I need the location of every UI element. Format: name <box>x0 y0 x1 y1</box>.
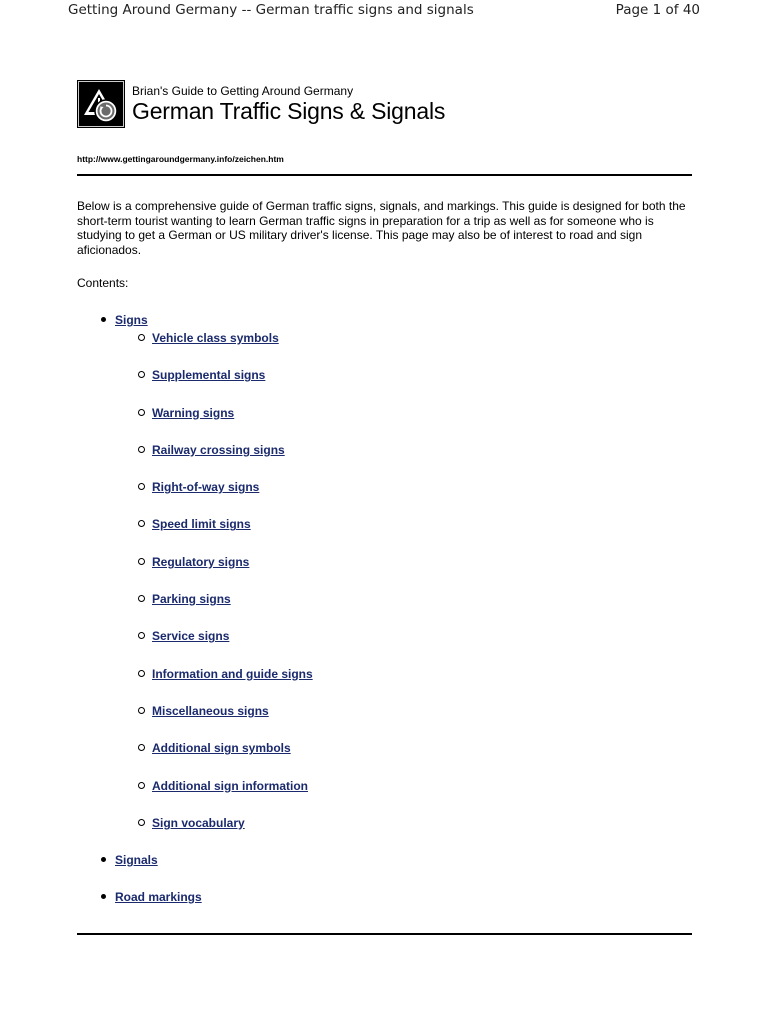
toc-link-parking-signs[interactable]: Parking signs <box>152 592 231 607</box>
list-item <box>115 592 313 629</box>
bullet-disc-icon <box>101 317 106 322</box>
bullet-disc-icon <box>101 894 106 899</box>
bullet-circle-icon <box>138 371 145 378</box>
bullet-circle-icon <box>138 409 145 416</box>
bullet-circle-icon <box>138 744 145 751</box>
table-of-contents <box>77 313 313 904</box>
bullet-circle-icon <box>138 483 145 490</box>
bullet-circle-icon <box>138 558 145 565</box>
toc-item-signs <box>77 313 313 850</box>
bullet-circle-icon <box>138 782 145 789</box>
bullet-circle-icon <box>138 520 145 527</box>
page-indicator: Page 1 of 40 <box>615 2 700 18</box>
list-item <box>115 406 313 443</box>
site-branding <box>77 80 692 130</box>
list-item <box>115 443 313 480</box>
toc-link-information-and-guide-signs[interactable]: Information and guide signs <box>152 666 313 681</box>
intro-paragraph: Below is a comprehensive guide of German traffic signs, signals, and markings. This guide is designed for both the short-term tourist wanting to learn German traffic signs in preparation for a trip as well as for someone who is studying to get a German or US military driver's license. This page may also be of interest to road and sign aficionados. <box>77 199 686 258</box>
toc-link-right-of-way-signs[interactable]: Right-of-way signs <box>152 480 260 495</box>
toc-link-sign-vocabulary[interactable]: Sign vocabulary <box>152 815 245 830</box>
signs-sublist <box>115 331 313 850</box>
list-item <box>115 480 313 517</box>
list-item <box>115 555 313 592</box>
bullet-circle-icon <box>138 707 145 714</box>
list-item <box>115 331 313 368</box>
bullet-circle-icon <box>138 446 145 453</box>
print-header <box>0 0 768 24</box>
bullet-circle-icon <box>138 670 145 677</box>
toc-link-speed-limit-signs[interactable]: Speed limit signs <box>152 517 251 532</box>
toc-item-signals <box>77 853 313 867</box>
footer-divider <box>77 933 692 935</box>
document-body <box>77 80 692 904</box>
list-item <box>115 368 313 405</box>
toc-link-miscellaneous-signs[interactable]: Miscellaneous signs <box>152 703 269 718</box>
contents-label: Contents: <box>77 276 129 290</box>
toc-link-railway-crossing-signs[interactable]: Railway crossing signs <box>152 442 285 457</box>
page-title: German Traffic Signs & Signals <box>132 98 446 124</box>
header-divider <box>77 174 692 176</box>
toc-link-vehicle-class-symbols[interactable]: Vehicle class symbols <box>152 331 279 345</box>
site-subtitle: Brian's Guide to Getting Around Germany <box>132 84 354 98</box>
toc-link-additional-sign-information[interactable]: Additional sign information <box>152 778 308 793</box>
toc-link-additional-sign-symbols[interactable]: Additional sign symbols <box>152 741 291 756</box>
toc-link-service-signs[interactable]: Service signs <box>152 629 230 644</box>
list-item <box>115 629 313 666</box>
toc-link-signals[interactable]: Signals <box>115 852 158 867</box>
bullet-circle-icon <box>138 819 145 826</box>
source-url: http://www.gettingaroundgermany.info/zeichen.htm <box>77 154 284 164</box>
bullet-disc-icon <box>101 857 106 862</box>
brand-text <box>132 84 445 124</box>
list-item <box>115 517 313 554</box>
list-item <box>115 667 313 704</box>
list-item <box>115 741 313 778</box>
toc-link-regulatory-signs[interactable]: Regulatory signs <box>152 554 250 569</box>
toc-link-signs[interactable]: Signs <box>115 313 148 327</box>
bullet-circle-icon <box>138 334 145 341</box>
bullet-circle-icon <box>138 595 145 602</box>
list-item <box>115 704 313 741</box>
bullet-circle-icon <box>138 632 145 639</box>
list-item <box>115 816 313 850</box>
warning-roundabout-logo-icon <box>77 80 125 128</box>
toc-item-road-markings <box>77 890 313 904</box>
toc-link-road-markings[interactable]: Road markings <box>115 889 202 904</box>
list-item <box>115 779 313 816</box>
toc-link-warning-signs[interactable]: Warning signs <box>152 405 235 420</box>
toc-link-supplemental-signs[interactable]: Supplemental signs <box>152 368 266 383</box>
print-header-title: Getting Around Germany -- German traffic signs and signals <box>68 2 474 18</box>
